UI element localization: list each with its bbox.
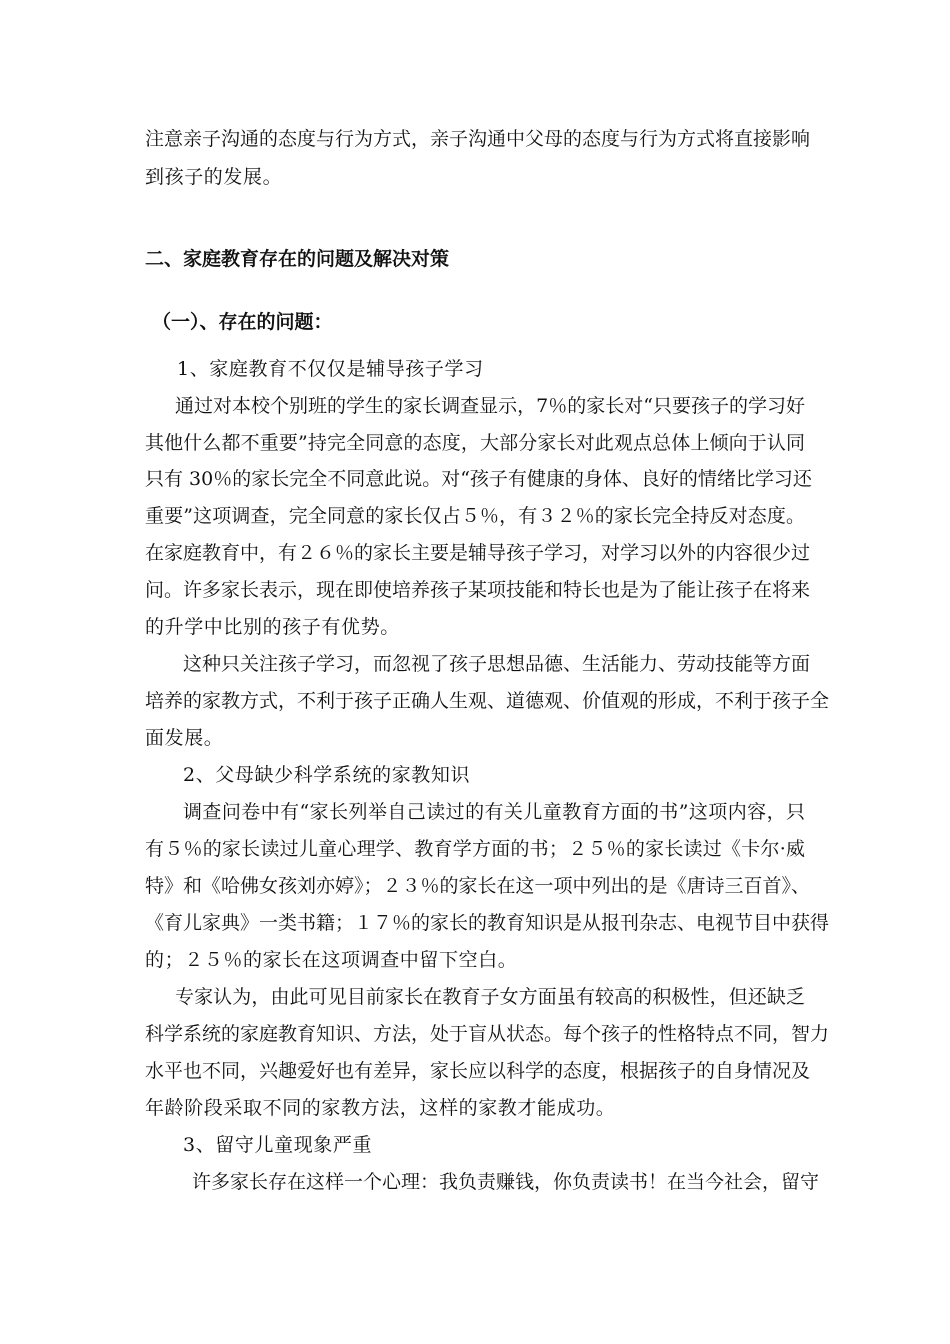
paragraph-line: 其他什么都不重要”持完全同意的态度，大部分家长对此观点总体上倾向于认同: [145, 432, 805, 454]
section-heading: 二、家庭教育存在的问题及解决对策: [145, 248, 450, 270]
paragraph-line: 调查问卷中有“家长列举自己读过的有关儿童教育方面的书”这项内容，只: [183, 801, 805, 823]
paragraph-line: 年龄阶段采取不同的家教方法，这样的家教才能成功。: [145, 1097, 616, 1119]
item-heading-1: 1、家庭教育不仅仅是辅导孩子学习: [177, 358, 484, 380]
paragraph-line: 水平也不同，兴趣爱好也有差异，家长应以科学的态度，根据孩子的自身情况及: [145, 1060, 811, 1082]
paragraph-line: 特》和《哈佛女孩刘亦婷》；２３％的家长在这一项中列出的是《唐诗三百首》、: [145, 875, 811, 897]
paragraph-line: 只有 30％的家长完全不同意此说。对“孩子有健康的身体、良好的情绪比学习还: [145, 468, 812, 490]
paragraph-line: 问。许多家长表示，现在即使培养孩子某项技能和特长也是为了能让孩子在将来: [145, 579, 811, 601]
paragraph-line: 注意亲子沟通的态度与行为方式，亲子沟通中父母的态度与行为方式将直接影响: [145, 128, 811, 150]
paragraph-line: 的升学中比别的孩子有优势。: [145, 616, 400, 638]
paragraph-line: 的；２５％的家长在这项调查中留下空白。: [145, 949, 518, 971]
paragraph-line: 有５％的家长读过儿童心理学、教育学方面的书；２５％的家长读过《卡尔·威: [145, 838, 805, 860]
paragraph-line: 科学系统的家庭教育知识、方法，处于盲从状态。每个孩子的性格特点不同，智力: [145, 1023, 830, 1045]
item-heading-3: 3、留守儿童现象严重: [183, 1134, 373, 1156]
paragraph-line: 《育儿家典》一类书籍；１７％的家长的教育知识是从报刊杂志、电视节目中获得: [145, 912, 830, 934]
paragraph-line: 通过对本校个别班的学生的家长调查显示，7％的家长对“只要孩子的学习好: [175, 395, 805, 417]
paragraph-line: 这种只关注孩子学习，而忽视了孩子思想品德、生活能力、劳动技能等方面: [183, 653, 811, 675]
paragraph-line: 到孩子的发展。: [145, 166, 283, 188]
paragraph-line: 在家庭教育中，有２６％的家长主要是辅导孩子学习，对学习以外的内容很少过: [145, 542, 811, 564]
paragraph-line: 专家认为，由此可见目前家长在教育子女方面虽有较高的积极性，但还缺乏: [175, 986, 805, 1008]
paragraph-line: 培养的家教方式，不利于孩子正确人生观、道德观、价值观的形成，不利于孩子全: [145, 690, 830, 712]
paragraph-line: 重要”这项调查，完全同意的家长仅占５％，有３２％的家长完全持反对态度。: [145, 505, 805, 527]
item-heading-2: 2、父母缺少科学系统的家教知识: [183, 764, 471, 786]
paragraph-line: 许多家长存在这样一个心理：我负责赚钱，你负责读书！在当今社会，留守: [192, 1171, 820, 1193]
paragraph-line: 面发展。: [145, 727, 224, 749]
subsection-heading: （一）、存在的问题：: [152, 311, 333, 333]
